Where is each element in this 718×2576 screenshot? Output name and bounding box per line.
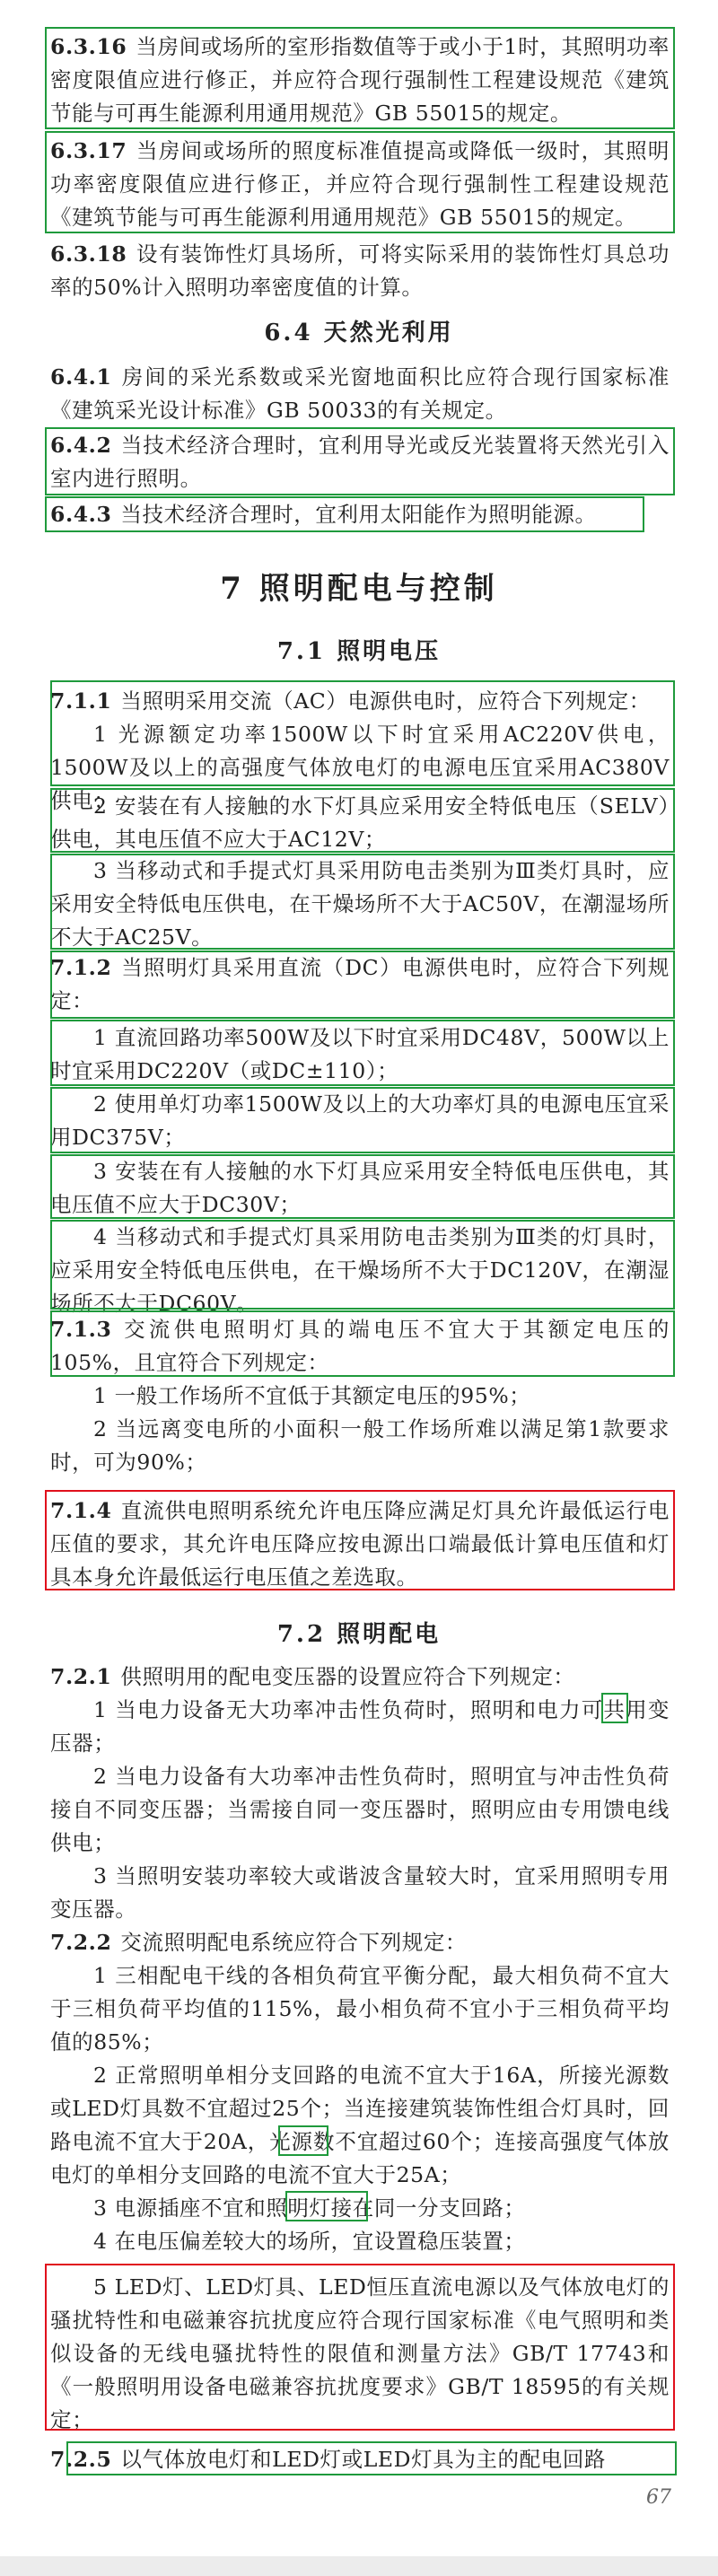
- clause-7-1-3: [50, 1313, 670, 1380]
- clause-7-1-2-item-3: 3 安装在有人接触的水下灯具应采用安全特低电压供电，其电压值不应大于DC30V；: [50, 1159, 670, 1217]
- page-number: 67: [646, 2486, 671, 2509]
- clause-number: 7.2.5: [50, 2447, 112, 2472]
- section-heading-7-2: 7.2 照明配电: [276, 1621, 442, 1648]
- clause-7-1-3-item-1: 1 一般工作场所不宜低于其额定电压的95%；: [93, 1383, 531, 1408]
- clause-text: 供照明用的配电变压器的设置应符合下列规定：: [120, 1664, 575, 1689]
- clause-7-1-2-item-2: 2 使用单灯功率1500W及以上的大功率灯具的电源电压宜采用DC375V；: [50, 1091, 670, 1150]
- clause-6-3-16: [50, 31, 670, 130]
- clause-text: 交流照明配电系统应符合下列规定：: [120, 1930, 468, 1955]
- clause-6-3-18: [50, 238, 670, 304]
- clause-number: 6.3.16: [50, 34, 127, 59]
- clause-6-4-2: [50, 429, 670, 495]
- chapter-heading-7: 7 照明配电与控制: [220, 571, 498, 607]
- clause-number: 7.2.2: [50, 1930, 112, 1955]
- clause-text: 当房间或场所的室形指数值等于或小于1时，其照明功率密度限值应进行修正，并应符合现行强制性工程建设规范《建筑节能与可再生能源利用通用规范》GB 55015的规定。: [50, 34, 670, 126]
- clause-7-1-3-item-2: 2 当远离变电所的小面积一般工作场所难以满足第1款要求时，可为90%；: [50, 1416, 670, 1475]
- clause-7-1-1: [50, 685, 670, 718]
- clause-6-3-17: [50, 135, 670, 234]
- clause-text: 直流供电照明系统允许电压降应满足灯具允许最低运行电压值的要求，其允许电压降应按电源出口端最低计算电压值和灯具本身允许最低运行电压值之差选取。: [50, 1498, 670, 1590]
- clause-number: 6.4.1: [50, 364, 112, 390]
- clause-number: 7.1.1: [50, 688, 112, 714]
- clause-number: 6.3.17: [50, 138, 127, 163]
- clause-number: 6.3.18: [50, 241, 127, 267]
- clause-text: 当技术经济合理时，宜利用太阳能作为照明能源。: [120, 502, 597, 527]
- clause-6-4-3: [50, 498, 670, 531]
- clause-7-1-4: [50, 1494, 670, 1594]
- clause-7-2-1-item-1: 1 当电力设备无大功率冲击性负荷时，照明和电力可共用变压器；: [50, 1697, 670, 1756]
- clause-number: 7.1.4: [50, 1498, 112, 1523]
- clause-7-1-2-item-4: 4 当移动式和手提式灯具采用防电击类别为Ⅲ类的灯具时，应采用安全特低电压供电，在干燥场所不大于DC120V，在潮湿场所不大于DC60V。: [50, 1224, 670, 1316]
- clause-7-2-2-item-4: 4 在电压偏差较大的场所，宜设置稳压装置；: [93, 2229, 526, 2254]
- clause-7-2-1-item-2: 2 当电力设备有大功率冲击性负荷时，照明宜与冲击性负荷接自不同变压器；当需接自同一变压器时，照明应由专用馈电线供电；: [50, 1764, 670, 1855]
- clause-number: 7.1.3: [50, 1317, 112, 1342]
- clause-7-2-2-item-5: 5 LED灯、LED灯具、LED恒压直流电源以及气体放电灯的骚扰特性和电磁兼容抗扰度应符合现行国家标准《电气照明和类似设备的无线电骚扰特性的限值和测量方法》GB/T 17743和《一般照明用设备电磁兼容抗扰度要求》GB/T 18595的有关规定；: [50, 2274, 670, 2432]
- clause-number: 7.1.2: [50, 955, 112, 980]
- clause-6-4-1: [50, 361, 670, 427]
- clause-7-1-1-item-3: 3 当移动式和手提式灯具采用防电击类别为Ⅲ类灯具时，应采用安全特低电压供电，在干燥场所不大于AC50V，在潮湿场所不大于AC25V。: [50, 858, 670, 950]
- clause-text: 设有装饰性灯具场所，可将实际采用的装饰性灯具总功率的50%计入照明功率密度值的计算。: [50, 241, 670, 300]
- page-footer-bar: [0, 2556, 718, 2576]
- clause-7-2-2: [50, 1926, 670, 1959]
- clause-text: 当照明灯具采用直流（DC）电源供电时，应符合下列规定：: [50, 955, 670, 1013]
- section-heading-7-1: 7.1 照明电压: [276, 638, 442, 665]
- clause-7-1-2-item-1: 1 直流回路功率500W及以下时宜采用DC48V，500W以上时宜采用DC220V（或DC±110）；: [50, 1025, 670, 1083]
- clause-7-2-5: [50, 2443, 670, 2476]
- clause-7-2-2-item-1: 1 三相配电干线的各相负荷宜平衡分配，最大相负荷不宜大于三相负荷平均值的115%，最小相负荷不宜小于三相负荷平均值的85%；: [50, 1963, 670, 2055]
- clause-text: 当技术经济合理时，宜利用导光或反光装置将天然光引入室内进行照明。: [50, 433, 670, 491]
- clause-number: 6.4.3: [50, 502, 112, 527]
- clause-7-2-2-item-2: 2 正常照明单相分支回路的电流不宜大于16A，所接光源数或LED灯具数不宜超过25个；当连接建筑装饰性组合灯具时，回路电流不宜大于20A，光源数不宜超过60个；连接高强度气体放电灯的单相分支回路的电流不宜大于25A；: [50, 2063, 670, 2187]
- clause-text: 以气体放电灯和LED灯或LED灯具为主的配电回路: [120, 2447, 607, 2472]
- clause-7-1-1-item-2: 2 安装在有人接触的水下灯具应采用安全特低电压（SELV）供电，其电压值不应大于AC12V；: [50, 793, 670, 852]
- clause-text: 交流供电照明灯具的端电压不宜大于其额定电压的105%，且宜符合下列规定：: [50, 1317, 670, 1375]
- clause-7-2-1-item-3: 3 当照明安装功率较大或谐波含量较大时，宜采用照明专用变压器。: [50, 1863, 670, 1922]
- clause-text: 当照明采用交流（AC）电源供电时，应符合下列规定：: [120, 688, 651, 714]
- clause-7-2-2-item-3: 3 电源插座不宜和照明灯接在同一分支回路；: [93, 2195, 526, 2221]
- clause-7-2-1: [50, 1660, 670, 1694]
- section-heading-6-4: 6.4 天然光利用: [264, 320, 454, 346]
- clause-7-1-1-item-1: 1 光源额定功率1500W以下时宜采用AC220V供电，1500W及以上的高强度气体放电灯的电源电压宜采用AC380V供电；: [50, 722, 670, 813]
- clause-number: 7.2.1: [50, 1664, 112, 1689]
- clause-number: 6.4.2: [50, 433, 112, 458]
- clause-text: 当房间或场所的照度标准值提高或降低一级时，其照明功率密度限值应进行修正，并应符合现行强制性工程建设规范《建筑节能与可再生能源利用通用规范》GB 55015的规定。: [50, 138, 670, 230]
- clause-7-1-2: [50, 951, 670, 1018]
- clause-text: 房间的采光系数或采光窗地面积比应符合现行国家标准《建筑采光设计标准》GB 50033的有关规定。: [50, 364, 670, 423]
